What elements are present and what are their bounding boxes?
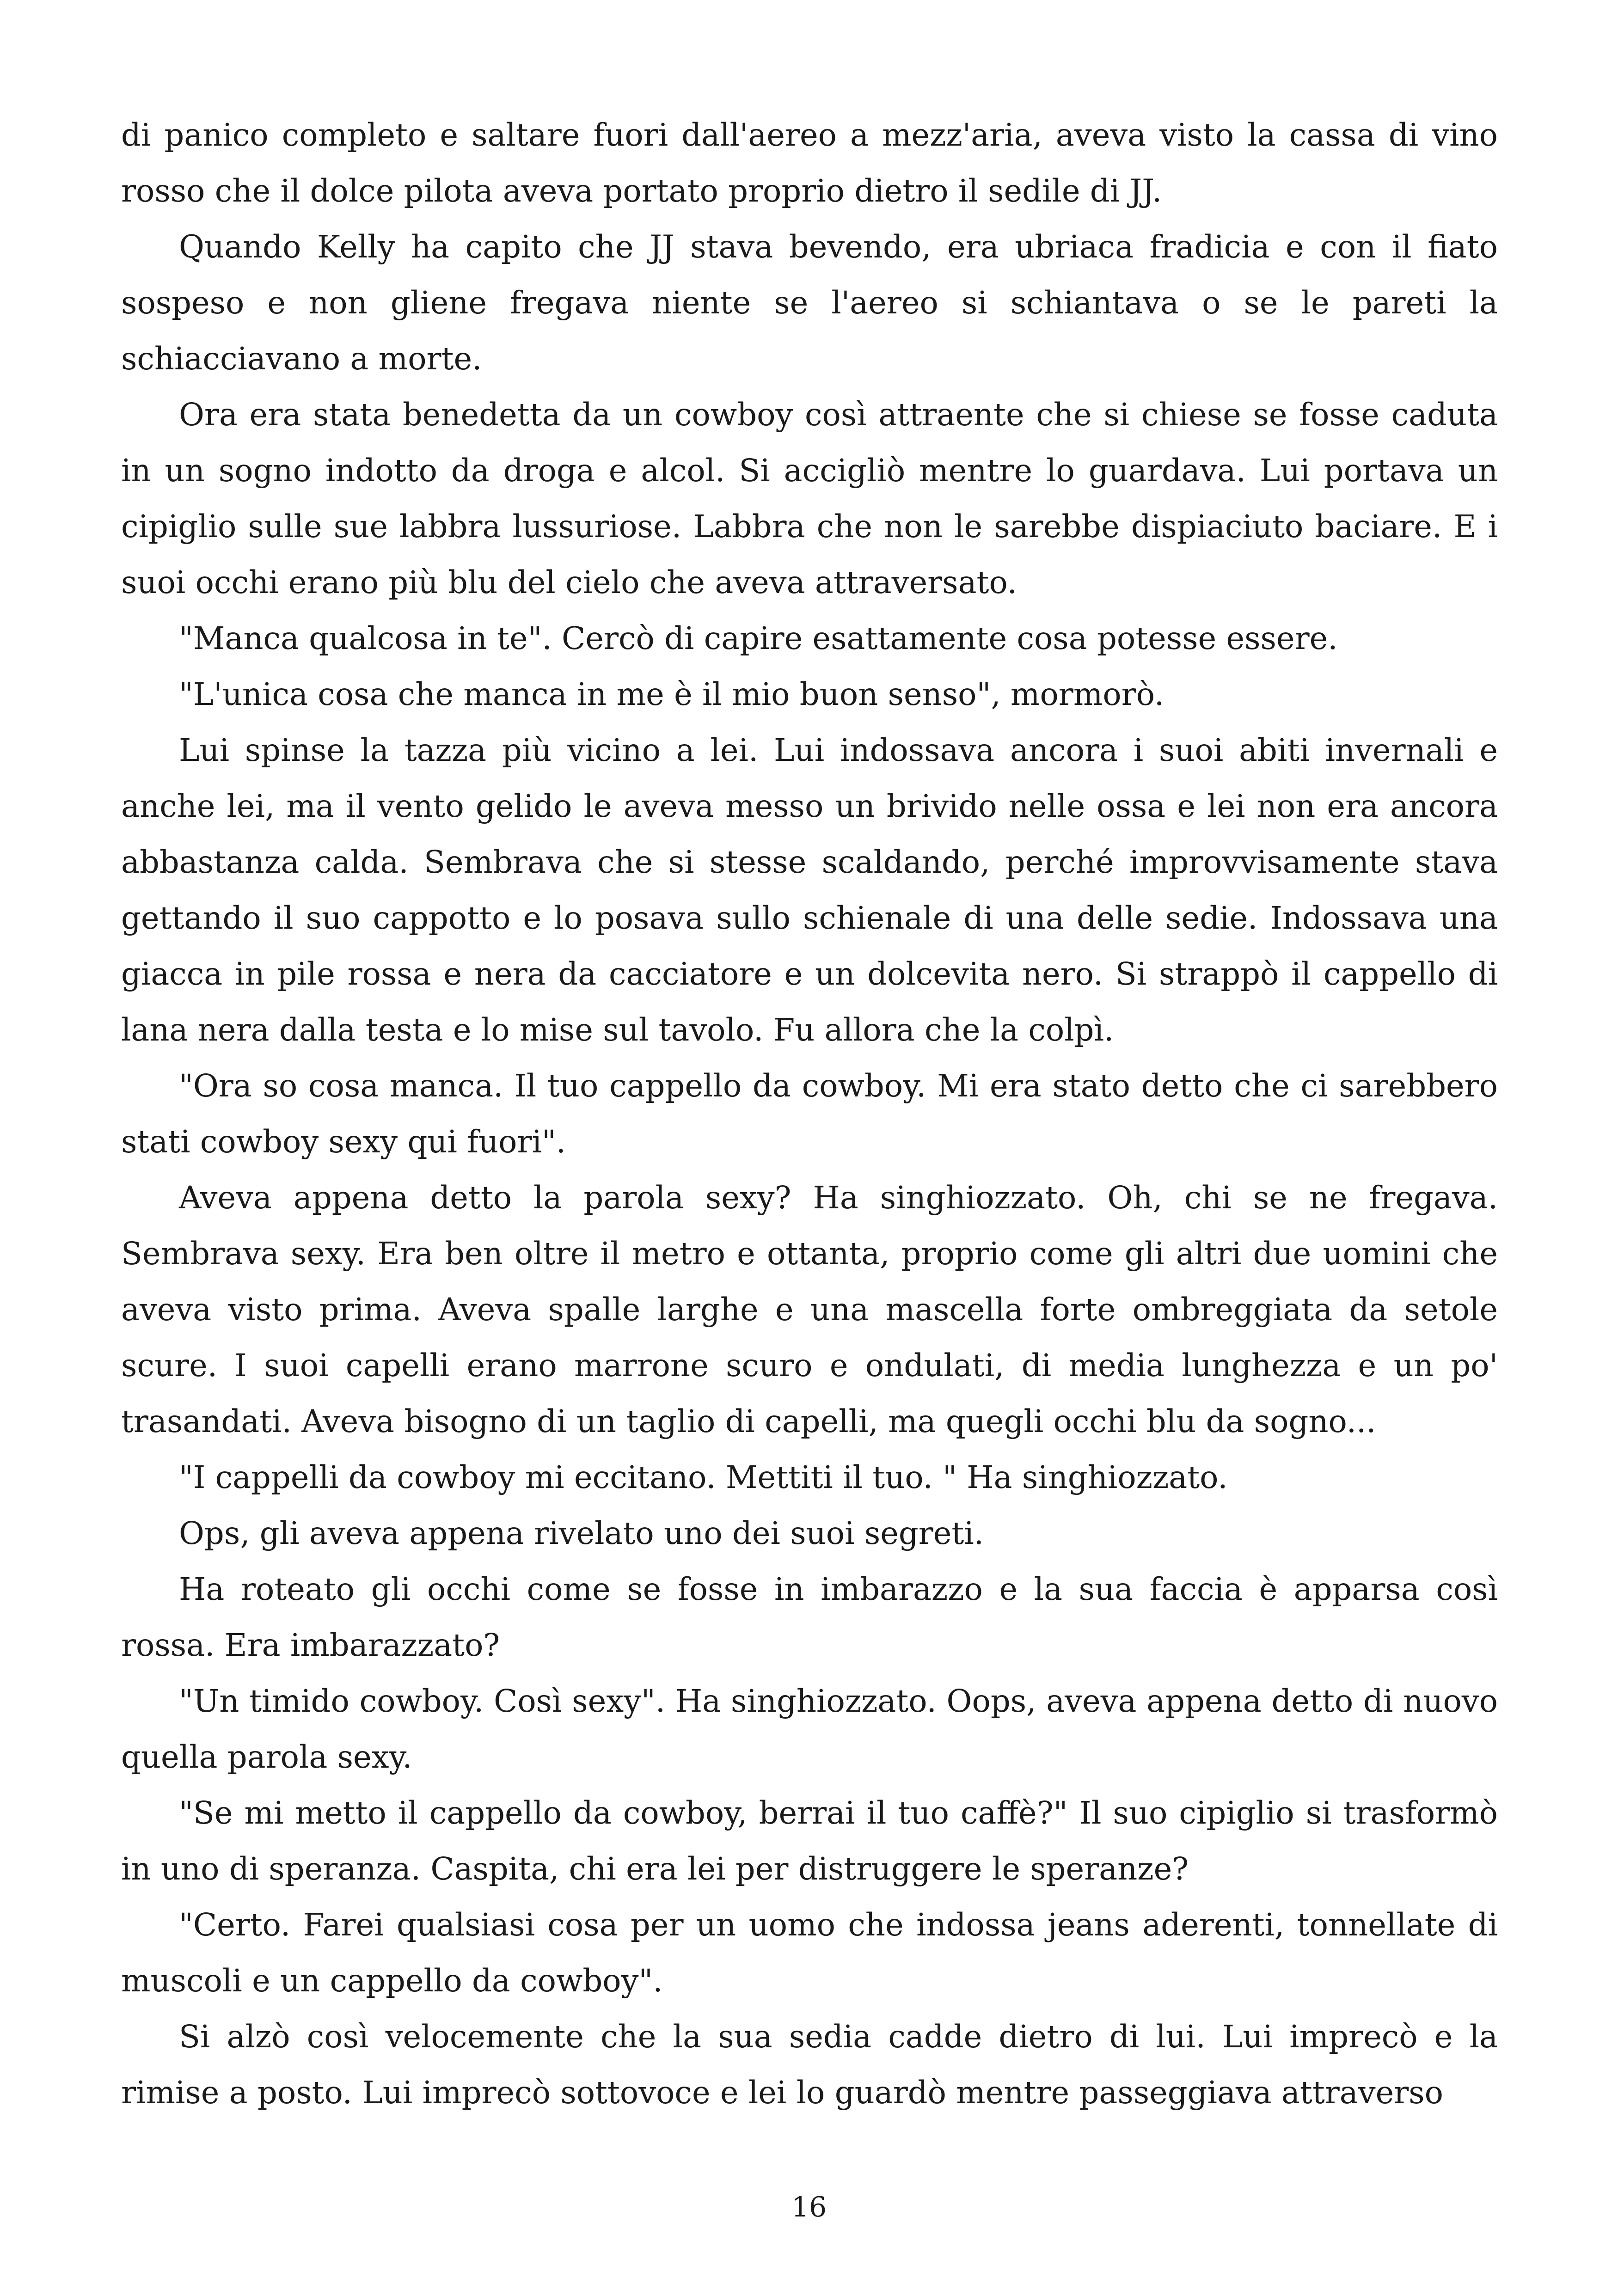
paragraph: "Un timido cowboy. Così sexy". Ha singhiozzato. Oops, aveva appena detto di nuovo quella parola sexy.: [121, 1683, 1498, 1775]
paragraph: Aveva appena detto la parola sexy? Ha singhiozzato. Oh, chi se ne fregava. Sembrava sexy. Era ben oltre il metro e ottanta, proprio come gli altri due uomini che aveva visto prima. Aveva spalle larghe e una mascella forte ombreggiata da setole scure. I suoi capelli erano marrone scuro e ondulati, di media lunghezza e un po' trasandati. Aveva bisogno di un taglio di capelli, ma quegli occhi blu da sogno...: [121, 1180, 1498, 1439]
paragraph: Si alzò così velocemente che la sua sedia cadde dietro di lui. Lui imprecò e la rimise a posto. Lui imprecò sottovoce e lei lo guardò mentre passeggiava attraverso: [121, 2019, 1498, 2111]
paragraph: Ha roteato gli occhi come se fosse in imbarazzo e la sua faccia è apparsa così rossa. Era imbarazzato?: [121, 1571, 1498, 1663]
paragraph: Ops, gli aveva appena rivelato uno dei suoi segreti.: [179, 1515, 984, 1551]
paragraph: Lui spinse la tazza più vicino a lei. Lui indossava ancora i suoi abiti invernali e anche lei, ma il vento gelido le aveva messo un brivido nelle ossa e lei non era ancora abbastanza calda. Sembrava che si stesse scaldando, perché improvvisamente stava gettando il suo cappotto e lo posava sullo schienale di una delle sedie. Indossava una giacca in pile rossa e nera da cacciatore e un dolcevita nero. Si strappò il cappello di lana nera dalla testa e lo mise sul tavolo. Fu allora che la colpì.: [121, 732, 1498, 1048]
paragraph: "Ora so cosa manca. Il tuo cappello da cowboy. Mi era stato detto che ci sarebbero stati cowboy sexy qui fuori".: [121, 1068, 1498, 1160]
paragraph: "Certo. Farei qualsiasi cosa per un uomo che indossa jeans aderenti, tonnellate di muscoli e un cappello da cowboy".: [121, 1907, 1498, 1999]
paragraph: Ora era stata benedetta da un cowboy così attraente che si chiese se fosse caduta in un sogno indotto da droga e alcol. Si accigliò mentre lo guardava. Lui portava un cipiglio sulle sue labbra lussuriose. Labbra che non le sarebbe dispiaciuto baciare. E i suoi occhi erano più blu del cielo che aveva attraversato.: [121, 397, 1498, 600]
paragraph: "Se mi metto il cappello da cowboy, berrai il tuo caffè?" Il suo cipiglio si trasformò in uno di speranza. Caspita, chi era lei per distruggere le speranze?: [121, 1795, 1498, 1887]
page-number: 16: [791, 2191, 827, 2223]
paragraph: "Manca qualcosa in te". Cercò di capire esattamente cosa potesse essere.: [179, 620, 1338, 656]
paragraph: Quando Kelly ha capito che JJ stava bevendo, era ubriaca fradicia e con il fiato sospeso e non gliene fregava niente se l'aereo si schiantava o se le pareti la schiacciavano a morte.: [121, 229, 1498, 377]
paragraph: "L'unica cosa che manca in me è il mio buon senso", mormorò.: [179, 676, 1164, 712]
paragraph: di panico completo e saltare fuori dall'aereo a mezz'aria, aveva visto la cassa di vino rosso che il dolce pilota aveva portato proprio dietro il sedile di JJ.: [121, 117, 1498, 209]
paragraph: "I cappelli da cowboy mi eccitano. Mettiti il tuo. " Ha singhiozzato.: [179, 1459, 1228, 1495]
page-body: [121, 107, 1498, 2121]
